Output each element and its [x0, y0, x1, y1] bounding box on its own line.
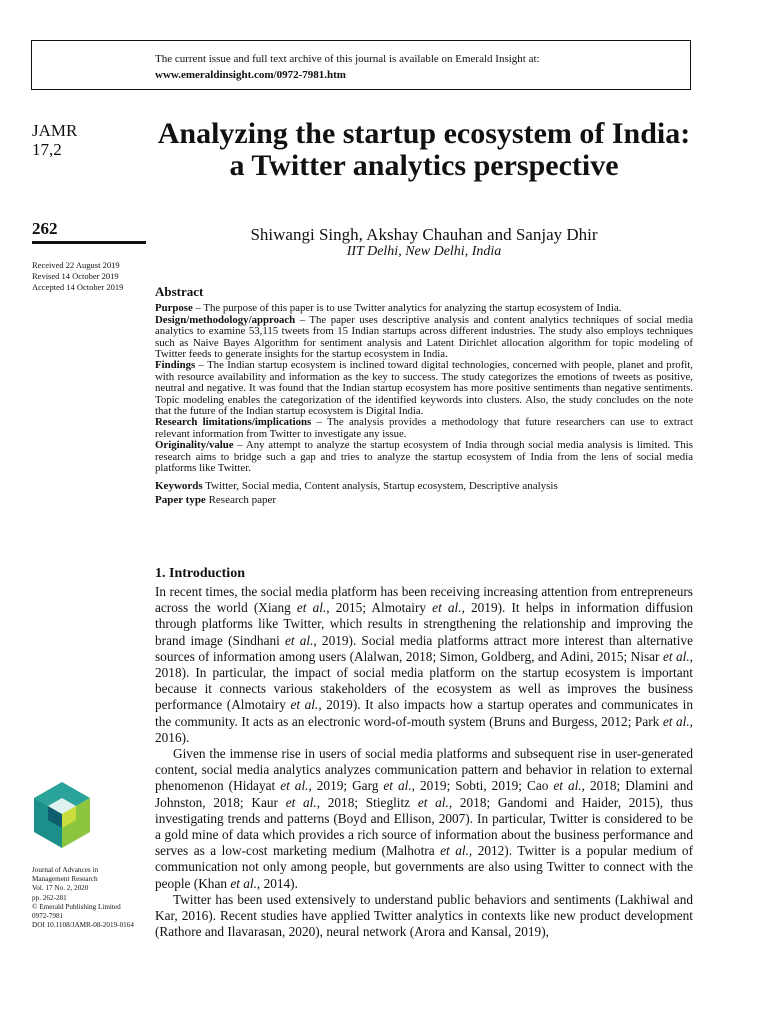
design-label: Design/methodology/approach	[155, 313, 296, 326]
intro-paragraph-1: In recent times, the social media platform has been receiving increasing attention from entrepreneurs across the world (Xiang et al., 2015; Almotairy et al., 2019). It helps in information diffusion through platforms like Twitter, which results in strengthening the relationship and improving the brand image (Sindhani et al., 2019). Social media platforms attract more interest than alternative sources of information among users (Alalwan, 2018; Simon, Goldberg, and Adini, 2015; Nisar et al., 2018). In particular, the impact of social media platform on the startup ecosystem is important because it connects various stakeholders of the ecosystem as well as improves the business performance (Almotairy et al., 2019). It also impacts how a startup operates and communicates in the community. It acts as an electronic word-of-mouth system (Bruns and Burgess, 2012; Park et al., 2016).	[155, 584, 694, 745]
purpose-label: Purpose	[155, 302, 193, 315]
abstract-design	[155, 315, 693, 361]
journal-url[interactable]: www.emeraldinsight.com/0972-7981.htm	[155, 69, 346, 81]
introduction-body	[155, 584, 693, 940]
journal-availability-box	[31, 40, 691, 90]
revised-date: Revised 14 October 2019	[32, 271, 119, 281]
findings-text: – The Indian startup ecosystem is inclined toward digital technologies, concerned with people, planet and profit, with resource availability and information as the key to success. The study categorizes the emotions of tweets as positive, neutral and negative. It was found that the Indian startup ecosystem has more positive sentiments than negative sentiments. Topic modeling enables the categorization of the identified keywords into clusters. Also, the study concludes on the note that the future of the Indian startup ecosystem is Digital India.	[155, 359, 693, 418]
emerald-logo-icon	[32, 780, 92, 850]
article-authors: Shiwangi Singh, Akshay Chauhan and Sanjay Dhir	[250, 225, 598, 244]
keywords-label: Keywords	[155, 479, 203, 492]
availability-text: The current issue and full text archive of this journal is available on Emerald Insight at:	[155, 53, 540, 65]
design-text: – The paper uses descriptive analysis and content analytics techniques of social media analytics to examine 53,115 tweets from 15 Indian startups across different industries. The study also employs techniques such as Naive Bayes Algorithm for sentiment analysis and Latent Dirichlet allocation algorithm for topic modeling of Twitter feeds to generate insights for the startup ecosystem in India.	[155, 313, 693, 361]
abstract-keywords	[155, 479, 693, 493]
journal-abbreviation	[32, 121, 77, 159]
introduction-heading: 1. Introduction	[155, 566, 245, 581]
journal-information	[32, 866, 152, 930]
journal-doi: DOI 10.1108/JAMR-08-2019-0164	[32, 921, 134, 930]
journal-pages: pp. 262-281	[32, 893, 67, 902]
journal-copyright: © Emerald Publishing Limited	[32, 902, 121, 911]
paper-type-text: Research paper	[205, 493, 277, 506]
abstract-paper-type	[155, 493, 693, 507]
limitations-text: – The analysis provides a methodology that future researchers can use to extract relevant information from Twitter to investigate any issue.	[155, 416, 693, 440]
page-number: 262	[32, 219, 58, 238]
originality-label: Originality/value	[155, 439, 234, 452]
journal-issn: 0972-7981	[32, 912, 64, 921]
volume-issue: 17,2	[32, 140, 62, 159]
paper-type-label: Paper type	[155, 493, 206, 506]
keywords-text: Twitter, Social media, Content analysis, Startup ecosystem, Descriptive analysis	[202, 479, 558, 492]
journal-name-line-1: Journal of Advances in	[32, 866, 99, 874]
article-dates	[32, 260, 123, 293]
findings-label: Findings	[155, 359, 196, 372]
purpose-text: – The purpose of this paper is to use Twitter analytics for analyzing the startup ecosystem of India.	[192, 302, 622, 315]
intro-paragraph-2: Given the immense rise in users of social media platforms and subsequent rise in user-generated content, social media analytics analyzes communication pattern and behavior in relation to external phenomenon (Hidayat et al., 2019; Garg et al., 2019; Sobti, 2019; Cao et al., 2018; Dlamini and Johnston, 2018; Kaur et al., 2018; Stieglitz et al., 2018; Gandomi and Haider, 2015), thus investigating trends and patterns (Boyd and Ellison, 2007). In particular, Twitter is considered to be a gold mine of data which provides a rich source of information about the business performance and serves as a low-cost marketing medium (Malhotra et al., 2012). Twitter is a popular medium of communication not only among people, but governments are also using Twitter to connect with the people (Khan et al., 2014).	[155, 746, 694, 891]
limitations-label: Research limitations/implications	[155, 416, 312, 429]
abstract-section	[155, 286, 693, 507]
abstract-originality	[155, 440, 693, 474]
article-title: Analyzing the startup ecosystem of India: a Twitter analytics perspective	[157, 117, 691, 182]
journal-abbr-text: JAMR	[32, 121, 78, 140]
author-affiliation: IIT Delhi, New Delhi, India	[346, 244, 502, 259]
journal-volume: Vol. 17 No. 2, 2020	[32, 884, 89, 893]
originality-text: – Any attempt to analyze the startup ecosystem of India through social media analysis is limited. This research aims to bridge such a gap and tries to analyze the startup ecosystem of India from the lens of social media platforms like Twitter.	[155, 439, 693, 475]
abstract-heading: Abstract	[155, 284, 204, 299]
journal-name-line-2: Management Research	[32, 875, 98, 884]
received-date: Received 22 August 2019	[32, 260, 120, 270]
introduction-section	[155, 566, 693, 940]
intro-paragraph-3: Twitter has been used extensively to understand public behaviors and sentiments (Lakhiwal and Kar, 2016). Recent studies have applied Twitter analytics in contexts like new product development (Rathore and Ilavarasan, 2020), neural network (Arora and Kansal, 2019),	[155, 891, 693, 940]
accepted-date: Accepted 14 October 2019	[32, 282, 124, 292]
page-number-rule	[32, 241, 146, 244]
abstract-limitations	[155, 417, 693, 440]
abstract-findings	[155, 360, 693, 417]
